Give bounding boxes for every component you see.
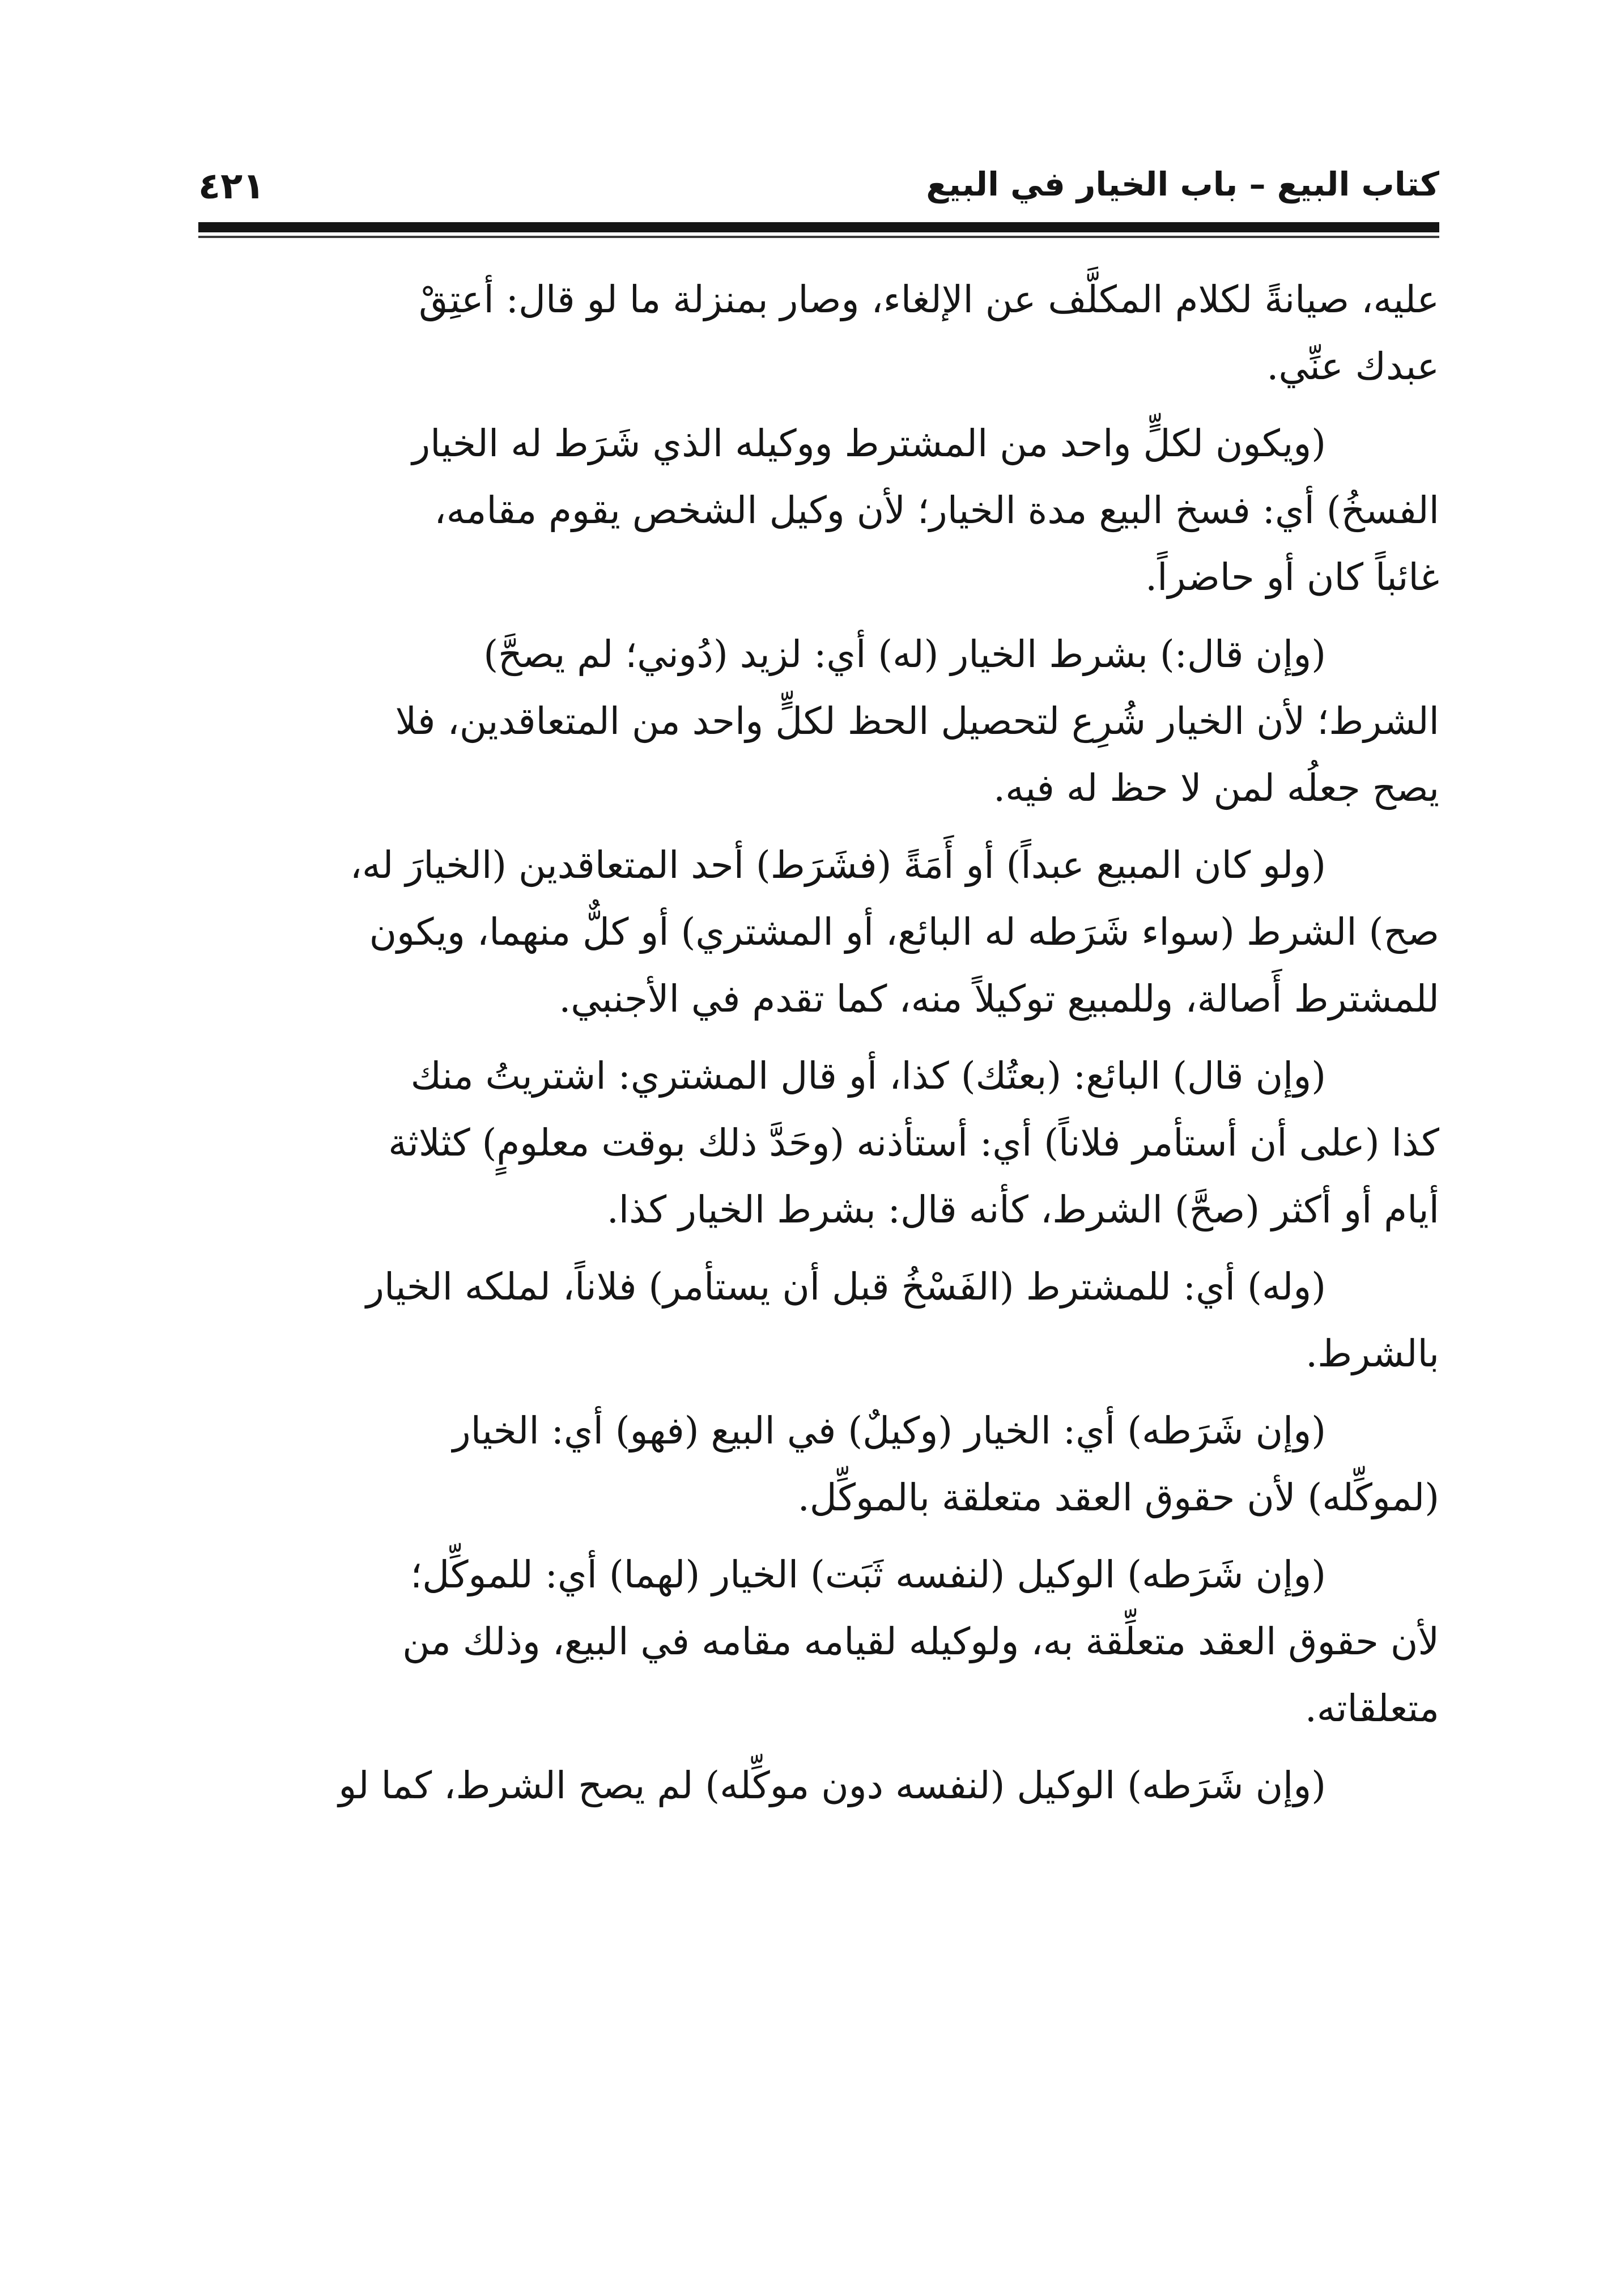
paragraph (198, 410, 1439, 611)
text-line: يصح جعلُه لمن لا حظ له فيه. (993, 766, 1439, 810)
header-rule (198, 222, 1439, 232)
text-line: (وإن قال:) بشرط الخيار (له) أي: لزيد (دُوني؛ لم يصحَّ) (483, 632, 1326, 676)
text-line: أيام أو أكثر (صحَّ) الشرط، كأنه قال: بشرط الخيار كذا. (606, 1188, 1439, 1232)
text-line: بالشرط. (1306, 1332, 1439, 1375)
text-line: كذا (على أن أستأمر فلاناً) أي: أستأذنه (وحَدَّ ذلك بوقت معلومٍ) كثلاثة (388, 1121, 1439, 1165)
paragraph (198, 1752, 1439, 1819)
paragraph (198, 1542, 1439, 1742)
text-line: صح) الشرط (سواء شَرَطه له البائع، أو المشتري) أو كلٌّ منهما، ويكون (369, 910, 1439, 954)
body-text (198, 266, 1439, 1829)
text-line: لأن حقوق العقد متعلِّقة به، ولوكيله لقيامه مقامه في البيع، وذلك من (402, 1620, 1439, 1663)
text-line: (ويكون لكلٍّ واحد من المشترط ووكيله الذي شَرَط له الخيار (412, 422, 1326, 465)
text-line: الشرط؛ لأن الخيار شُرِع لتحصيل الحظ لكلٍّ واحد من المتعاقدين، فلا (395, 699, 1439, 743)
paragraph (198, 832, 1439, 1033)
paragraph (198, 1043, 1439, 1243)
text-line: (وإن شَرَطه) أي: الخيار (وكيلٌ) في البيع (فهو) أي: الخيار (452, 1409, 1326, 1453)
text-line: (وإن قال) البائع: (بعتُك) كذا، أو قال المشتري: اشتريتُ منك (410, 1054, 1326, 1098)
page-header (198, 159, 1439, 210)
paragraph (198, 266, 1439, 400)
paragraph (198, 621, 1439, 822)
text-line: غائباً كان أو حاضراً. (1145, 555, 1439, 599)
running-title: كتاب البيع – باب الخيار في البيع (926, 165, 1439, 203)
page-number: ٤٢١ (198, 165, 265, 207)
text-line: متعلقاته. (1304, 1687, 1439, 1730)
text-line: عليه، صيانةً لكلام المكلَّف عن الإلغاء، وصار بمنزلة ما لو قال: أعتِقْ (419, 278, 1439, 321)
text-line: (وله) أي: للمشترط (الفَسْخُ قبل أن يستأمر) فلاناً، لملكه الخيار (366, 1265, 1326, 1309)
text-line: الفسخُ) أي: فسخ البيع مدة الخيار؛ لأن وكيل الشخص يقوم مقامه، (434, 489, 1439, 532)
text-line: (لموكِّله) لأن حقوق العقد متعلقة بالموكِّل. (797, 1476, 1439, 1519)
text-line: للمشترط أَصالة، وللمبيع توكيلاً منه، كما تقدم في الأجنبي. (559, 977, 1439, 1021)
text-line: (وإن شَرَطه) الوكيل (لنفسه دون موكِّله) لم يصح الشرط، كما لو (338, 1764, 1326, 1807)
text-line: (وإن شَرَطه) الوكيل (لنفسه ثَبَت) الخيار (لهما) أي: للموكِّل؛ (410, 1553, 1326, 1596)
text-line: عبدك عنِّي. (1266, 345, 1439, 388)
header-rule-thin (198, 236, 1439, 238)
paragraph (198, 1254, 1439, 1387)
paragraph (198, 1398, 1439, 1531)
text-line: (ولو كان المبيع عبداً) أو أَمَةً (فشَرَط) أحد المتعاقدين (الخيارَ له، (350, 843, 1326, 887)
